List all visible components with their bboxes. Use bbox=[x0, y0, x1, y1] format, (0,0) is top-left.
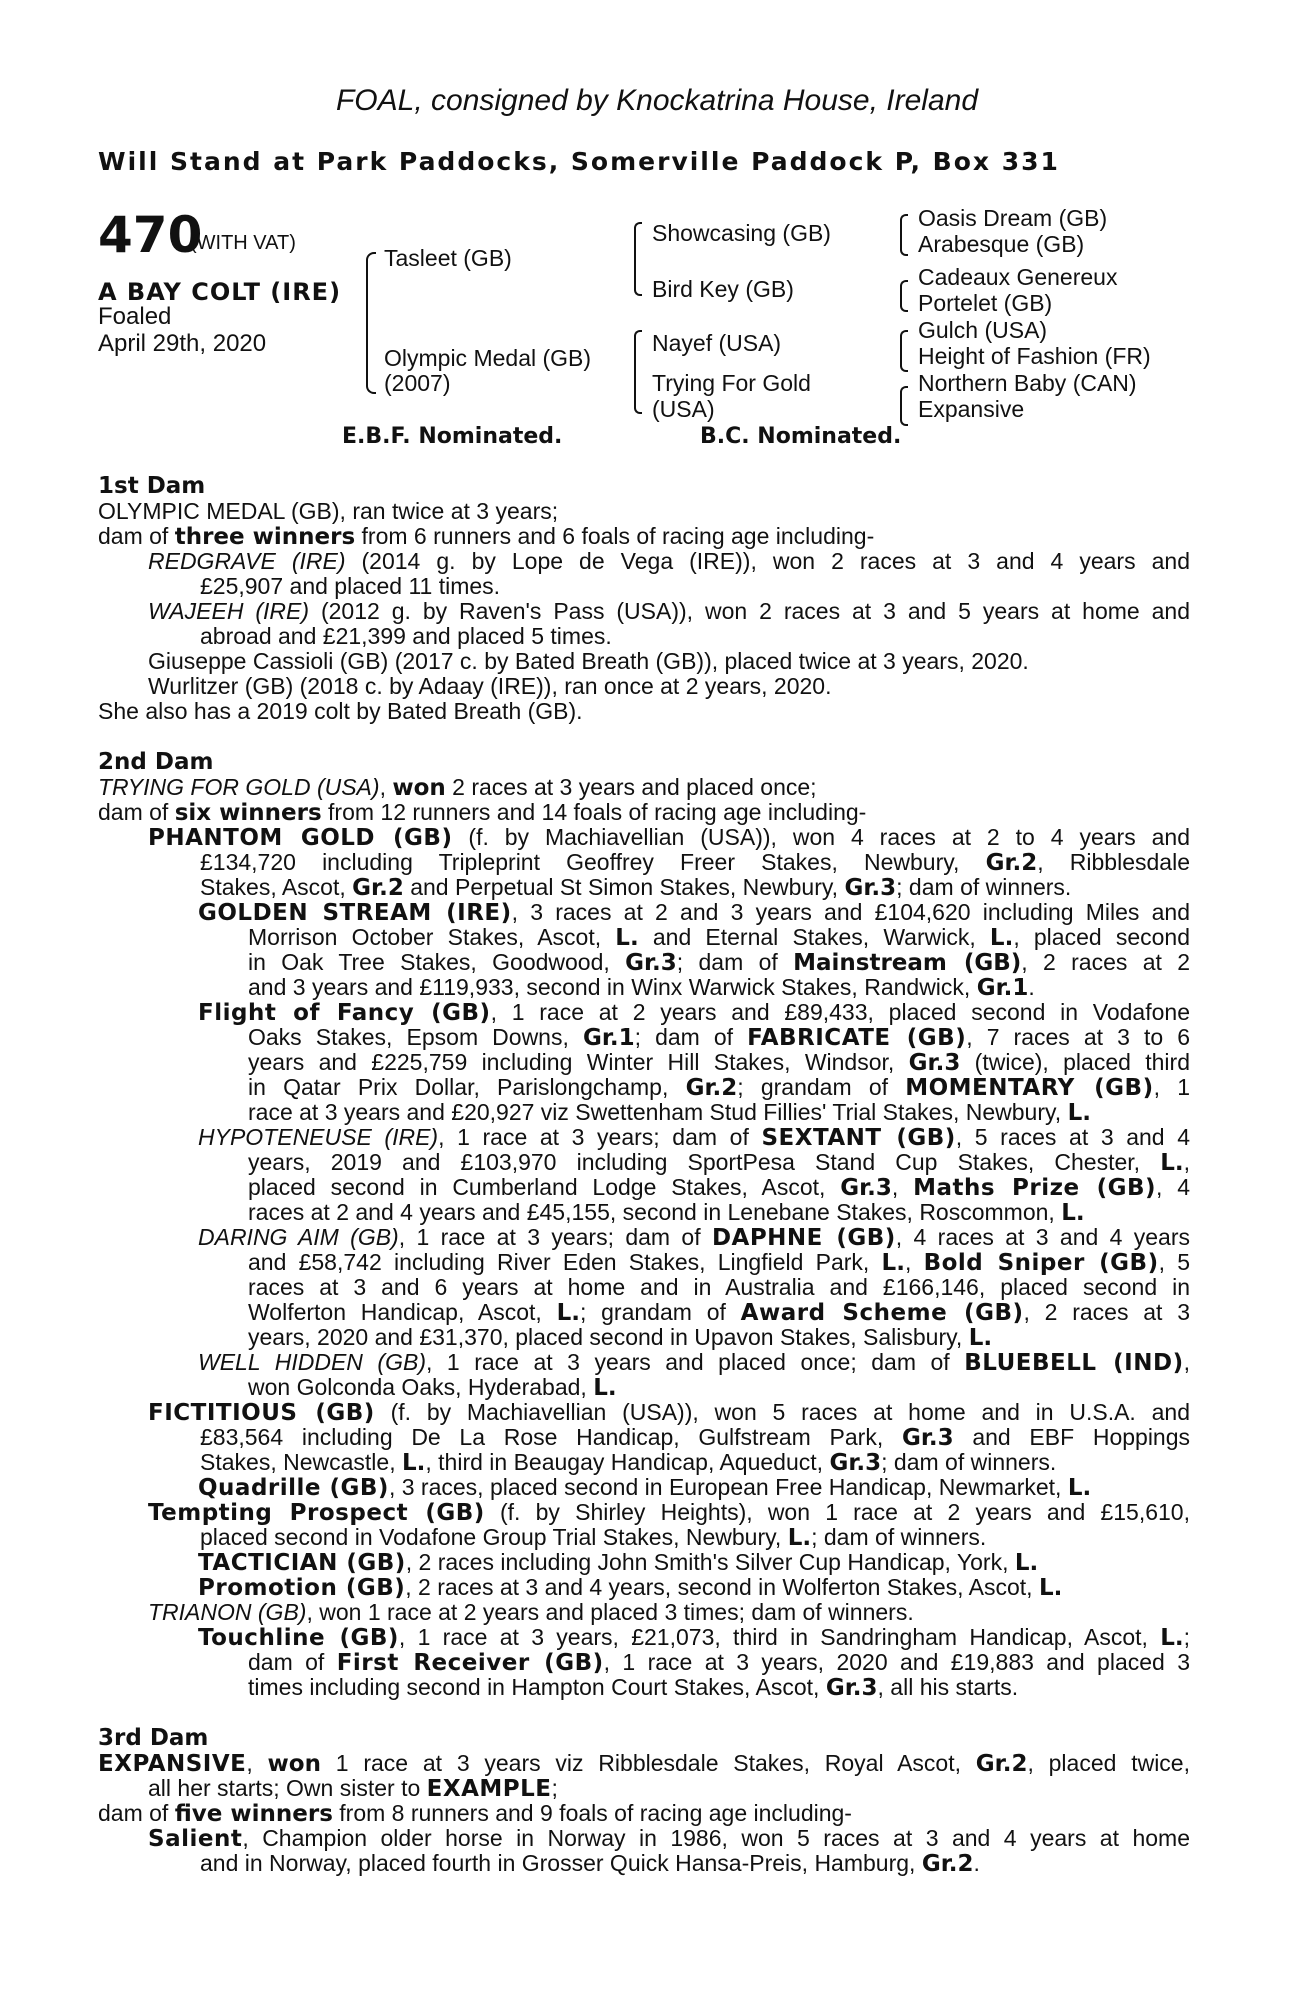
pedigree-sds: Cadeaux Genereux bbox=[918, 264, 1118, 290]
horse-name: WAJEEH (IRE) bbox=[148, 598, 310, 624]
produce-giuseppe: Giuseppe Cassioli (GB) (2017 c. by Bated Breath (GB)), placed twice at 3 years, 2020. bbox=[148, 648, 1029, 674]
horse-name: Mainstream (GB) bbox=[793, 950, 1022, 976]
pedigree-dam-dam: Trying For Gold bbox=[652, 370, 811, 396]
daring-aim bbox=[198, 1225, 1190, 1251]
hypoteneuse-cont bbox=[248, 1200, 1085, 1226]
race-grade: Gr.3 bbox=[908, 1050, 961, 1076]
salient-cont bbox=[200, 1851, 980, 1877]
pedigree-sire: Tasleet (GB) bbox=[384, 245, 512, 271]
gen3-brace-3 bbox=[900, 330, 908, 372]
golden-stream-cont bbox=[248, 925, 1190, 951]
hypoteneuse bbox=[198, 1125, 1190, 1151]
race-grade: L. bbox=[1067, 1100, 1091, 1126]
winners-count: six winners bbox=[174, 800, 322, 826]
text-run: races at 2 and 4 years and £45,155, second in Lenebane Stakes, Roscommon, bbox=[248, 1199, 1062, 1225]
horse-name: TRYING FOR GOLD (USA) bbox=[98, 774, 380, 800]
text-run: , all his starts. bbox=[877, 1674, 1019, 1700]
text-run: , 3 races, placed second in European Free Handicap, Newmarket, bbox=[388, 1474, 1068, 1500]
text-run: from 6 runners and 6 foals of racing age including- bbox=[355, 523, 875, 549]
text-run: in Oak Tree Stakes, Goodwood, bbox=[248, 949, 626, 975]
race-grade: L. bbox=[1038, 1575, 1063, 1601]
text-run: from 8 runners and 9 foals of racing age including- bbox=[332, 1800, 852, 1826]
text-run: , won 1 race at 2 years and placed 3 times; dam of winners. bbox=[306, 1599, 914, 1625]
flight-of-fancy-cont bbox=[248, 1075, 1190, 1101]
text-run: (f. by Shirley Heights), won 1 race at 2 years and £15,610, bbox=[484, 1499, 1190, 1525]
horse-name: GOLDEN STREAM (IRE) bbox=[198, 900, 512, 926]
third-dam-heading: 3rd Dam bbox=[98, 1725, 209, 1751]
text-run: , 5 races at 3 and 4 bbox=[955, 1124, 1190, 1150]
text-run: ; dam of bbox=[634, 1024, 748, 1050]
fictitious bbox=[148, 1400, 1190, 1426]
race-grade: L. bbox=[989, 925, 1014, 951]
text-run: placed second in Cumberland Lodge Stakes, Ascot, bbox=[248, 1174, 841, 1200]
race-grade: L. bbox=[615, 925, 639, 951]
race-grade: Gr.3 bbox=[844, 875, 897, 901]
text-run: , 3 races at 2 and 3 years and £104,620 including Miles and bbox=[511, 899, 1190, 925]
second-dam-produce bbox=[98, 800, 866, 826]
well-hidden bbox=[198, 1350, 1190, 1376]
horse-name: Touchline (GB) bbox=[198, 1625, 399, 1651]
text-run: , third in Beaugay Handicap, Aqueduct, bbox=[425, 1449, 830, 1475]
race-grade: L. bbox=[401, 1450, 426, 1476]
race-grade: Gr.3 bbox=[625, 950, 677, 976]
pedigree-dds: Northern Baby (CAN) bbox=[918, 370, 1137, 396]
text-run: , 2 races at 3 bbox=[1023, 1299, 1191, 1325]
produce-wajeeh bbox=[148, 599, 1190, 624]
text-run: , 1 race at 3 years, 2020 and £19,883 and placed 3 bbox=[603, 1649, 1190, 1675]
horse-name: Promotion (GB) bbox=[198, 1575, 406, 1601]
text-run: 1 race at 3 years viz Ribblesdale Stakes, Royal Ascot, bbox=[320, 1750, 976, 1776]
race-grade: L. bbox=[787, 1525, 812, 1551]
pedigree-dam-dam-origin: (USA) bbox=[652, 396, 715, 422]
horse-name: BLUEBELL (IND) bbox=[964, 1350, 1184, 1376]
trianon bbox=[148, 1600, 914, 1625]
second-dam-heading: 2nd Dam bbox=[98, 749, 214, 775]
text-run: , bbox=[1183, 1149, 1190, 1175]
text-run: , bbox=[904, 1249, 924, 1275]
winners-count: five winners bbox=[174, 1801, 333, 1827]
tempting-prospect-cont bbox=[200, 1525, 986, 1551]
pedigree-sire-dam: Bird Key (GB) bbox=[652, 276, 794, 302]
flight-of-fancy-cont bbox=[248, 1100, 1091, 1126]
text-run: £134,720 including Tripleprint Geoffrey Freer Stakes, Newbury, bbox=[200, 849, 986, 875]
text-run: won bbox=[267, 1751, 321, 1777]
horse-name: Salient bbox=[148, 1826, 243, 1852]
ebf-nominated: E.B.F. Nominated. bbox=[342, 424, 563, 449]
race-grade: L. bbox=[1160, 1150, 1184, 1176]
text-run: (f. by Machiavellian (USA)), won 4 races at 2 to 4 years and bbox=[452, 824, 1190, 850]
race-grade: L. bbox=[593, 1375, 617, 1401]
text-run: dam of bbox=[98, 1800, 175, 1826]
stand-location: Will Stand at Park Paddocks, Somerville Paddock P, Box 331 bbox=[98, 147, 1060, 176]
hypoteneuse-cont bbox=[248, 1175, 1190, 1201]
text-run: placed second in Vodafone Group Trial Stakes, Newbury, bbox=[200, 1524, 788, 1550]
text-run: , Champion older horse in Norway in 1986, won 5 races at 3 and 4 years at home bbox=[242, 1825, 1190, 1851]
text-run: , 4 races at 3 and 4 years bbox=[895, 1224, 1190, 1250]
text-run: ; bbox=[1183, 1624, 1190, 1650]
foaled-label: Foaled bbox=[98, 303, 172, 330]
horse-name: Quadrille (GB) bbox=[198, 1475, 389, 1501]
gen3-brace-4 bbox=[900, 386, 908, 426]
well-hidden-cont bbox=[248, 1375, 617, 1401]
text-run: 2 races at 3 years and placed once; bbox=[445, 774, 817, 800]
text-run: Oaks Stakes, Epsom Downs, bbox=[248, 1024, 583, 1050]
fictitious-cont bbox=[200, 1425, 1190, 1451]
first-dam-note: She also has a 2019 colt by Bated Breath (GB). bbox=[98, 698, 583, 724]
dam-line-brace bbox=[634, 330, 642, 414]
third-dam-line bbox=[98, 1751, 1190, 1777]
race-grade: Gr.3 bbox=[901, 1425, 954, 1451]
text-run: , 1 race at 3 years; dam of bbox=[398, 1224, 712, 1250]
flight-of-fancy-cont bbox=[248, 1050, 1190, 1076]
phantom-gold bbox=[148, 825, 1190, 851]
produce-wajeeh-cont: abroad and £21,399 and placed 5 times. bbox=[200, 623, 612, 649]
text-run: , 7 races at 3 to 6 bbox=[966, 1024, 1191, 1050]
text-run: , 1 race at 3 years and placed once; dam of bbox=[425, 1349, 965, 1375]
horse-name: REDGRAVE (IRE) bbox=[148, 548, 346, 574]
pedigree-dam-year: (2007) bbox=[384, 370, 451, 396]
race-grade: Gr.2 bbox=[975, 1751, 1028, 1777]
lot-number: 470 bbox=[98, 206, 203, 264]
text-run: Stakes, Newcastle, bbox=[200, 1449, 402, 1475]
foaled-date: April 29th, 2020 bbox=[98, 330, 267, 357]
text-run: and 3 years and £119,933, second in Winx Warwick Stakes, Randwick, bbox=[248, 974, 977, 1000]
text-run: , bbox=[891, 1174, 914, 1200]
race-grade: L. bbox=[1061, 1200, 1085, 1226]
text-run: Morrison October Stakes, Ascot, bbox=[248, 924, 616, 950]
fictitious-cont bbox=[200, 1450, 1056, 1476]
text-run: , placed second bbox=[1013, 924, 1190, 950]
text-run: , bbox=[379, 774, 393, 800]
golden-stream bbox=[198, 900, 1190, 926]
third-dam-produce bbox=[98, 1801, 852, 1827]
first-dam-produce bbox=[98, 524, 874, 550]
race-grade: Gr.3 bbox=[825, 1675, 878, 1701]
pedigree-sdd: Portelet (GB) bbox=[918, 290, 1053, 316]
race-grade: Gr.2 bbox=[921, 1851, 974, 1877]
daring-aim-cont bbox=[248, 1325, 992, 1351]
horse-name: FABRICATE (GB) bbox=[747, 1025, 967, 1051]
text-run: times including second in Hampton Court Stakes, Ascot, bbox=[248, 1674, 826, 1700]
tempting-prospect bbox=[148, 1500, 1190, 1526]
text-run: ; grandam of bbox=[737, 1074, 906, 1100]
salient bbox=[148, 1826, 1190, 1852]
pedigree-ddd: Expansive bbox=[918, 396, 1025, 422]
horse-name: TACTICIAN (GB) bbox=[198, 1550, 406, 1576]
promotion bbox=[198, 1575, 1062, 1601]
horse-name: Bold Sniper (GB) bbox=[923, 1250, 1159, 1276]
horse-name: EXPANSIVE bbox=[98, 1751, 247, 1777]
race-grade: Gr.2 bbox=[352, 875, 404, 901]
sire-line-brace bbox=[634, 222, 642, 296]
text-run: years, 2019 and £103,970 including SportPesa Stand Cup Stakes, Chester, bbox=[248, 1149, 1161, 1175]
touchline-cont bbox=[248, 1675, 1018, 1701]
race-grade: L. bbox=[1067, 1475, 1092, 1501]
text-run: Stakes, Ascot, bbox=[200, 874, 353, 900]
race-grade: Gr.3 bbox=[829, 1450, 882, 1476]
horse-name: TRIANON (GB) bbox=[148, 1599, 307, 1625]
race-grade: L. bbox=[881, 1250, 905, 1276]
golden-stream-cont bbox=[248, 975, 1035, 1001]
produce-wurlitzer: Wurlitzer (GB) (2018 c. by Adaay (IRE)), ran once at 2 years, 2020. bbox=[148, 673, 832, 699]
text-run: , 1 race at 2 years and £89,433, placed second in Vodafone bbox=[490, 999, 1190, 1025]
text-run: , 4 bbox=[1156, 1174, 1191, 1200]
first-dam-line: OLYMPIC MEDAL (GB), ran twice at 3 years; bbox=[98, 498, 559, 524]
race-grade: Gr.3 bbox=[840, 1175, 892, 1201]
daring-aim-cont bbox=[248, 1300, 1190, 1326]
text-run: (f. by Machiavellian (USA)), won 5 races at home and in U.S.A. and bbox=[374, 1399, 1190, 1425]
horse-name: WELL HIDDEN (GB) bbox=[198, 1349, 426, 1375]
horse-name: MOMENTARY (GB) bbox=[905, 1075, 1154, 1101]
text-run: (2014 g. by Lope de Vega (IRE)), won 2 races at 3 and 4 years and bbox=[345, 548, 1190, 574]
horse-name: SEXTANT (GB) bbox=[761, 1125, 956, 1151]
text-run: ; dam of winners. bbox=[896, 874, 1072, 900]
race-grade: Gr.1 bbox=[582, 1025, 635, 1051]
text-run: ; dam of winners. bbox=[881, 1449, 1057, 1475]
third-dam-cont bbox=[148, 1776, 558, 1802]
text-run: ; dam of winners. bbox=[811, 1524, 987, 1550]
text-run: , Ribblesdale bbox=[1037, 849, 1190, 875]
text-run: , 5 bbox=[1158, 1249, 1191, 1275]
text-run: race at 3 years and £20,927 viz Swettenham Stud Fillies' Trial Stakes, Newbury, bbox=[248, 1099, 1068, 1125]
text-run: years, 2020 and £31,370, placed second in Upavon Stakes, Salisbury, bbox=[248, 1324, 969, 1350]
pedigree-dsd: Height of Fashion (FR) bbox=[918, 343, 1151, 369]
text-run: ; grandam of bbox=[579, 1299, 741, 1325]
daring-aim-cont: races at 3 and 6 years at home and in Australia and £166,146, placed second in bbox=[248, 1274, 1190, 1300]
text-run: and EBF Hoppings bbox=[953, 1424, 1191, 1450]
daring-aim-cont bbox=[248, 1250, 1190, 1276]
gen3-brace-1 bbox=[900, 214, 908, 256]
text-run: (2012 g. by Raven's Pass (USA)), won 2 races at 3 and 5 years at home and bbox=[309, 598, 1190, 624]
text-run: , placed twice, bbox=[1027, 1750, 1190, 1776]
text-run: and in Norway, placed fourth in Grosser Quick Hansa-Preis, Hamburg, bbox=[200, 1850, 922, 1876]
pedigree-dss: Gulch (USA) bbox=[918, 317, 1048, 343]
first-dam-heading: 1st Dam bbox=[98, 473, 206, 499]
second-dam-line bbox=[98, 775, 817, 801]
text-run: won bbox=[392, 775, 446, 801]
vat-note: (WITH VAT) bbox=[190, 232, 296, 254]
text-run: , 1 race at 3 years; dam of bbox=[438, 1124, 762, 1150]
pedigree-sire-sire: Showcasing (GB) bbox=[652, 220, 831, 246]
text-run: . bbox=[973, 1850, 980, 1876]
tactician bbox=[198, 1550, 1038, 1576]
pedigree-dam: Olympic Medal (GB) bbox=[384, 345, 592, 371]
pedigree-sss: Oasis Dream (GB) bbox=[918, 205, 1108, 231]
flight-of-fancy-cont bbox=[248, 1025, 1190, 1051]
touchline bbox=[198, 1625, 1190, 1651]
text-run: , 1 race at 3 years, £21,073, third in Sandringham Handicap, Ascot, bbox=[398, 1624, 1161, 1650]
produce-redgrave bbox=[148, 549, 1190, 574]
horse-name: EXAMPLE bbox=[426, 1776, 552, 1802]
text-run: , 2 races at 2 bbox=[1021, 949, 1191, 975]
phantom-gold-cont bbox=[200, 850, 1190, 876]
text-run: and Perpetual St Simon Stakes, Newbury, bbox=[403, 874, 845, 900]
race-grade: L. bbox=[968, 1325, 993, 1351]
quadrille bbox=[198, 1475, 1091, 1501]
phantom-gold-cont bbox=[200, 875, 1071, 901]
horse-name: Award Scheme (GB) bbox=[740, 1300, 1024, 1326]
horse-name: Maths Prize (GB) bbox=[913, 1175, 1156, 1201]
horse-name: HYPOTENEUSE (IRE) bbox=[198, 1124, 439, 1150]
race-grade: L. bbox=[556, 1300, 580, 1326]
flight-of-fancy bbox=[198, 1000, 1190, 1026]
bc-nominated: B.C. Nominated. bbox=[700, 424, 902, 449]
horse-name: First Receiver (GB) bbox=[336, 1650, 604, 1676]
pedigree-dam-sire: Nayef (USA) bbox=[652, 330, 782, 356]
text-run: years and £225,759 including Winter Hill Stakes, Windsor, bbox=[248, 1049, 909, 1075]
race-grade: L. bbox=[1160, 1625, 1184, 1651]
touchline-cont bbox=[248, 1650, 1190, 1676]
page-title: FOAL, consigned by Knockatrina House, Ireland bbox=[335, 84, 979, 117]
horse-name: Flight of Fancy (GB) bbox=[198, 1000, 491, 1026]
hypoteneuse-cont bbox=[248, 1150, 1190, 1176]
golden-stream-cont bbox=[248, 950, 1190, 976]
horse-name: FICTITIOUS (GB) bbox=[148, 1400, 375, 1426]
gen3-brace-2 bbox=[900, 280, 908, 312]
text-run: all her starts; Own sister to bbox=[148, 1775, 427, 1801]
horse-name: DAPHNE (GB) bbox=[711, 1225, 896, 1251]
race-grade: Gr.2 bbox=[985, 850, 1038, 876]
text-run: , 2 races at 3 and 4 years, second in Wolferton Stakes, Ascot, bbox=[405, 1574, 1039, 1600]
winners-count: three winners bbox=[174, 524, 356, 550]
horse-name: DARING AIM (GB) bbox=[198, 1224, 399, 1250]
text-run: (twice), placed third bbox=[960, 1049, 1190, 1075]
produce-redgrave-cont: £25,907 and placed 11 times. bbox=[200, 573, 501, 599]
text-run: and Eternal Stakes, Warwick, bbox=[638, 924, 990, 950]
text-run: won Golconda Oaks, Hyderabad, bbox=[248, 1374, 594, 1400]
horse-name: PHANTOM GOLD (GB) bbox=[148, 825, 453, 851]
pedigree-ssd: Arabesque (GB) bbox=[918, 231, 1085, 257]
text-run: Wolferton Handicap, Ascot, bbox=[248, 1299, 557, 1325]
text-run: from 12 runners and 14 foals of racing age including- bbox=[321, 799, 867, 825]
race-grade: L. bbox=[1014, 1550, 1039, 1576]
text-run: , bbox=[1183, 1349, 1190, 1375]
race-grade: Gr.2 bbox=[685, 1075, 738, 1101]
text-run: . bbox=[1028, 974, 1035, 1000]
text-run: and £58,742 including River Eden Stakes, Lingfield Park, bbox=[248, 1249, 882, 1275]
horse-name: Tempting Prospect (GB) bbox=[148, 1500, 485, 1526]
text-run: in Qatar Prix Dollar, Parislongchamp, bbox=[248, 1074, 686, 1100]
text-run: , 1 bbox=[1153, 1074, 1190, 1100]
text-run: , 2 races including John Smith's Silver Cup Handicap, York, bbox=[405, 1549, 1015, 1575]
text-run: dam of bbox=[98, 523, 175, 549]
text-run: £83,564 including De La Rose Handicap, Gulfstream Park, bbox=[200, 1424, 902, 1450]
sire-brace bbox=[366, 252, 376, 394]
text-run: ; bbox=[551, 1775, 558, 1801]
lot-name: A BAY COLT (IRE) bbox=[98, 278, 342, 306]
race-grade: Gr.1 bbox=[976, 975, 1029, 1001]
text-run: dam of bbox=[98, 799, 175, 825]
text-run: , bbox=[246, 1750, 268, 1776]
text-run: ; dam of bbox=[676, 949, 794, 975]
text-run: dam of bbox=[248, 1649, 337, 1675]
